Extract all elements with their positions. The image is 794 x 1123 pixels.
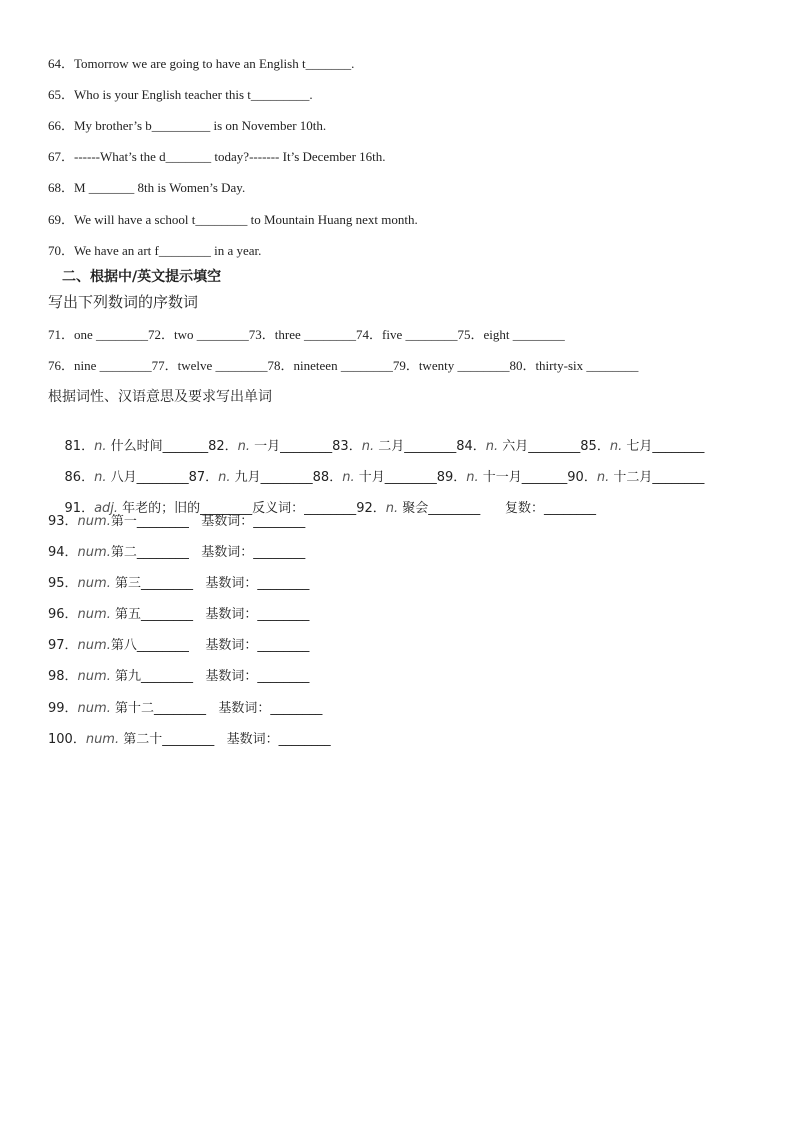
question-97-text: 第八________ 基数词：________	[110, 638, 310, 653]
question-86-number: 86．	[64, 470, 95, 485]
question-85-pos: n.	[609, 439, 623, 454]
question-94-number: 94．	[48, 545, 78, 560]
wordform-instruction: 根据词性、汉语意思及要求写出单词	[48, 389, 272, 405]
question-100-number: 100．	[48, 732, 86, 747]
question-99-number: 99．	[48, 701, 78, 716]
question-83-number: 83．	[332, 439, 362, 454]
question-67: 67．------What’s the d_______ today?------- It’s December 16th.	[48, 149, 386, 164]
question-83-pos: n.	[361, 439, 375, 454]
question-95	[48, 575, 309, 593]
question-84-text: 六月________	[498, 439, 581, 454]
question-96-number: 96．	[48, 607, 78, 622]
question-99	[48, 700, 322, 718]
question-90-text: 十二月________	[609, 470, 705, 485]
question-96	[48, 606, 309, 624]
question-90-number: 90．	[567, 470, 597, 485]
question-92-pos: n.	[385, 501, 399, 516]
question-93-text: 第一________ 基数词：________	[110, 514, 306, 529]
question-65: 65．Who is your English teacher this t_________.	[48, 87, 313, 102]
question-100-pos: num.	[85, 732, 120, 747]
question-91-text: 年老的；旧的________反义词：________	[118, 501, 357, 516]
question-94-pos: num.	[77, 545, 111, 560]
row-71-75: 71．one ________72．two ________73．three ________74．five ________75．eight ________	[48, 327, 565, 342]
question-87-pos: n.	[218, 470, 231, 485]
question-81-number: 81．	[64, 439, 95, 454]
question-100	[48, 731, 331, 749]
question-94-text: 第二________ 基数词：________	[110, 545, 306, 560]
question-69: 69．We will have a school t________ to Mountain Huang next month.	[48, 212, 418, 227]
question-96-text: 第五________ 基数词：________	[110, 607, 310, 622]
question-91-number: 91．	[64, 501, 95, 516]
question-64: 64．Tomorrow we are going to have an English t_______.	[48, 56, 355, 71]
question-92-number: 92．	[356, 501, 386, 516]
question-98	[48, 668, 309, 686]
question-97	[48, 637, 309, 655]
question-89-text: 十一月_______	[478, 470, 568, 485]
question-96-pos: num.	[77, 607, 111, 622]
question-97-number: 97．	[48, 638, 78, 653]
question-89-pos: n.	[466, 470, 479, 485]
question-94	[48, 544, 305, 562]
question-98-pos: num.	[77, 669, 111, 684]
question-82-pos: n.	[237, 439, 251, 454]
question-89-number: 89．	[436, 470, 467, 485]
question-98-number: 98．	[48, 669, 78, 684]
question-85-number: 85．	[580, 439, 610, 454]
question-66: 66．My brother’s b_________ is on November 10th.	[48, 118, 327, 133]
question-93-number: 93．	[48, 514, 78, 529]
question-97-pos: num.	[77, 638, 111, 653]
section-2-heading: 二、根据中/英文提示填空	[62, 269, 222, 285]
question-88-number: 88．	[312, 470, 343, 485]
question-95-number: 95．	[48, 576, 78, 591]
question-85-text: 七月________	[622, 439, 705, 454]
question-93	[48, 513, 305, 531]
question-99-pos: num.	[77, 701, 111, 716]
row-76-80: 76．nine ________77．twelve ________78．nineteen ________79．twenty ________80．thirty-six ________	[48, 358, 639, 373]
question-86-text: 八月________	[106, 470, 189, 485]
question-68: 68．M _______ 8th is Women’s Day.	[48, 180, 246, 195]
question-100-text: 第二十________ 基数词：________	[119, 732, 331, 747]
question-92-text: 聚会________ 复数：________	[398, 501, 597, 516]
question-99-text: 第十二________ 基数词：________	[110, 701, 323, 716]
ordinal-instruction: 写出下列数词的序数词	[48, 293, 199, 311]
question-88-text: 十月________	[354, 470, 437, 485]
question-87-number: 87．	[188, 470, 219, 485]
question-88-pos: n.	[342, 470, 355, 485]
question-83-text: 二月________	[374, 439, 457, 454]
question-81-text: 什么时间_______	[106, 439, 209, 454]
question-87-text: 九月________	[230, 470, 313, 485]
question-93-pos: num.	[77, 514, 111, 529]
question-86-pos: n.	[94, 470, 107, 485]
question-91-pos: adj.	[94, 501, 119, 516]
question-98-text: 第九________ 基数词：________	[110, 669, 310, 684]
question-90-pos: n.	[596, 470, 610, 485]
question-84-number: 84．	[456, 439, 486, 454]
question-84-pos: n.	[485, 439, 499, 454]
question-70: 70．We have an art f________ in a year.	[48, 243, 262, 258]
question-81-pos: n.	[94, 439, 107, 454]
question-82-text: 一月________	[250, 439, 333, 454]
question-95-pos: num.	[77, 576, 111, 591]
question-82-number: 82．	[208, 439, 238, 454]
question-95-text: 第三________ 基数词：________	[110, 576, 310, 591]
